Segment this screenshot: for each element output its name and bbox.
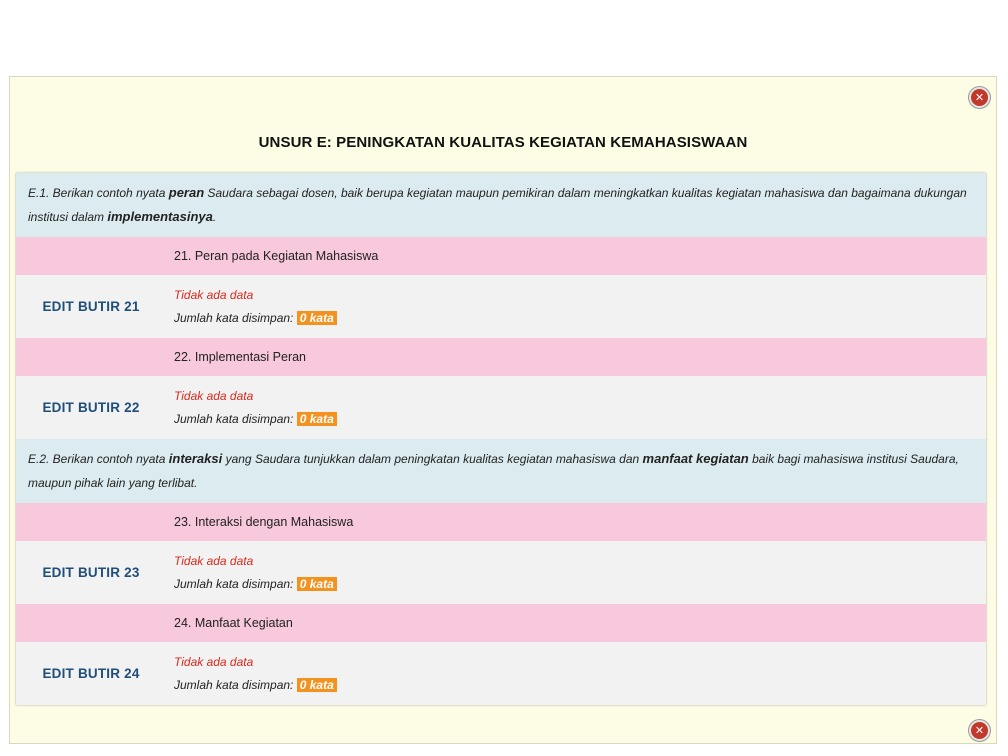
word-count-label: Jumlah kata disimpan: bbox=[174, 576, 294, 591]
status-text: Tidak ada data bbox=[174, 654, 254, 669]
item-heading-23: 23. Interaksi dengan Mahasiswa bbox=[16, 503, 986, 541]
item-heading-22: 22. Implementasi Peran bbox=[16, 338, 986, 376]
edit-butir-24-button[interactable]: EDIT BUTIR 24 bbox=[42, 666, 140, 681]
close-icon[interactable]: ✕ bbox=[969, 720, 990, 741]
edit-butir-23-button[interactable]: EDIT BUTIR 23 bbox=[42, 565, 140, 580]
item-body-22 bbox=[16, 376, 986, 439]
dialog-title: UNSUR E: PENINGKATAN KUALITAS KEGIATAN KEMAHASISWAAN bbox=[258, 134, 748, 151]
word-count-badge: 0 kata bbox=[297, 412, 337, 426]
question-e2: E.2. Berikan contoh nyata interaksi yang Saudara tunjukkan dalam peningkatan kualitas kegiatan mahasiswa dan manfaat kegiatan baik bagi mahasiswa institusi Saudara, maupun pihak lain yang terlibat. bbox=[16, 439, 986, 503]
question-e1: E.1. Berikan contoh nyata peran Saudara sebagai dosen, baik berupa kegiatan maupun pemikiran dalam meningkatkan kualitas kegiatan mahasiswa dan bagaimana dukungan institusi dalam implementasinya. bbox=[16, 173, 986, 237]
status-text: Tidak ada data bbox=[174, 553, 254, 568]
item-info bbox=[174, 550, 337, 596]
word-count-badge: 0 kata bbox=[297, 577, 337, 591]
item-info bbox=[174, 284, 337, 330]
item-heading-21: 21. Peran pada Kegiatan Mahasiswa bbox=[16, 237, 986, 275]
item-heading-24: 24. Manfaat Kegiatan bbox=[16, 604, 986, 642]
edit-butir-22-button[interactable]: EDIT BUTIR 22 bbox=[42, 400, 140, 415]
item-body-24 bbox=[16, 642, 986, 705]
item-info bbox=[174, 385, 337, 431]
edit-butir-21-button[interactable]: EDIT BUTIR 21 bbox=[42, 299, 140, 314]
item-body-23 bbox=[16, 541, 986, 604]
item-info bbox=[174, 651, 337, 697]
word-count-badge: 0 kata bbox=[297, 678, 337, 692]
content-table bbox=[16, 173, 986, 705]
item-body-21 bbox=[16, 275, 986, 338]
word-count-badge: 0 kata bbox=[297, 311, 337, 325]
close-icon[interactable]: ✕ bbox=[969, 87, 990, 108]
status-text: Tidak ada data bbox=[174, 287, 254, 302]
dialog-panel bbox=[9, 76, 997, 744]
word-count-label: Jumlah kata disimpan: bbox=[174, 310, 294, 325]
word-count-label: Jumlah kata disimpan: bbox=[174, 677, 294, 692]
status-text: Tidak ada data bbox=[174, 388, 254, 403]
word-count-label: Jumlah kata disimpan: bbox=[174, 411, 294, 426]
